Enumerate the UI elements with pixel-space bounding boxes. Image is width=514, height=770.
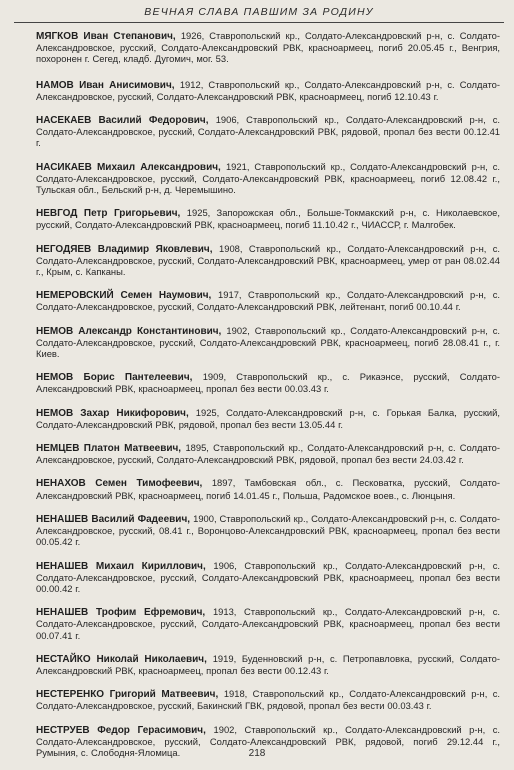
entry-5 xyxy=(36,243,500,278)
entry-details: 1912, Ставропольский кр., Солдато-Александровский р-н, с. Солдато-Александровское, русский, Солдато-Александровский РВК, красноармеец, погиб 12.10.43 г. xyxy=(36,78,501,102)
entry-name: НАСЕКАЕВ Василий Федорович, xyxy=(36,115,216,127)
entry-details: 1921, Ставропольский кр., Солдато-Александровский р-н, с. Солдато-Александровское, русский, Солдато-Александровский РВК, красноармеец, погиб 12.08.42 г., Тульская обл., Бельский р-н, д. Черемышино. xyxy=(36,160,500,196)
entry-10 xyxy=(36,442,500,465)
entry-name: НЕМОВ Захар Никифорович, xyxy=(36,407,196,419)
entry-details: 1906, Ставропольский кр., Солдато-Александровский р-н, с. Солдато-Александровское, русский, Солдато-Александровский РВК, красноармеец, пропал без вести 00.00.42 г. xyxy=(36,559,500,594)
entry-details: 1897, Тамбовская обл., с. Песковатка, русский, Солдато-Александровский РВК, красноармеец, погиб 14.01.45 г., Польша, Радомское воев., с. Люнцыня. xyxy=(36,477,500,501)
entry-details: 1925, Солдато-Александровский р-н, с. Горькая Балка, русский, Солдато-Александровский РВК, рядовой, пропал без вести 13.05.44 г. xyxy=(36,406,500,430)
running-header-title: ВЕЧНАЯ СЛАВА ПАВШИМ ЗА РОДИНУ xyxy=(144,6,374,18)
entry-name: НЕВГОД Петр Григорьевич, xyxy=(36,208,187,220)
entry-name: НЕНАШЕВ Трофим Ефремович, xyxy=(36,607,213,619)
entry-4 xyxy=(36,207,500,230)
entry-2 xyxy=(36,114,500,149)
entry-name: НАСИКАЕВ Михаил Александрович, xyxy=(36,161,226,173)
entry-1 xyxy=(36,79,500,102)
entry-7 xyxy=(36,325,500,360)
entry-name: НЕМЦЕВ Платон Матвеевич, xyxy=(36,443,186,455)
entry-details: 1926, Ставропольский кр., Солдато-Александровский р-н, с. Солдато-Александровское, русский, Солдато-Александровский РВК, красноармеец, погиб 20.05.45 г., Венгрия, похоронен г. Сегед, кладб. Дугомич, мог. 53. xyxy=(36,30,501,65)
entry-name: НЕСТЕРЕНКО Григорий Матвеевич, xyxy=(36,689,224,701)
entry-name: НЕСТАЙКО Николай Николаевич, xyxy=(36,653,213,665)
entry-6 xyxy=(36,289,500,312)
entry-name: НЕГОДЯЕВ Владимир Яковлевич, xyxy=(36,243,220,255)
entry-name: НАМОВ Иван Анисимович, xyxy=(36,79,180,91)
entry-details: 1913, Ставропольский кр., Солдато-Александровский р-н, с. Солдато-Александровское, русский, Солдато-Александровский РВК, красноармеец, пропал без вести 00.07.41 г. xyxy=(36,606,500,641)
entry-3 xyxy=(36,161,500,196)
entry-name: НЕМОВ Александр Константинович, xyxy=(36,325,227,337)
entry-details: 1902, Ставропольский кр., Солдато-Александровский р-н, с. Солдато-Александровское, русский, Солдато-Александровский РВК, красноармеец, погиб 28.08.41 г., г. Киев. xyxy=(36,324,500,360)
entry-details: 1895, Ставропольский кр., Солдато-Александровский р-н, с. Солдато-Александровское, русский, Солдато-Александровский РВК, рядовой, пропал без вести 24.03.42 г. xyxy=(36,442,500,466)
entry-15 xyxy=(36,653,500,676)
entry-details: 1908, Ставропольский кр., Солдато-Александровский р-н, с. Солдато-Александровское, русский, Солдато-Александровский РВК, красноармеец, умер от ран 08.02.44 г., Крым, с. Капканы. xyxy=(36,242,500,278)
entry-details: 1919, Буденновский р-н, с. Петропавловка, русский, Солдато-Александровский РВК, красноармеец, пропал без вести 00.12.43 г. xyxy=(36,652,500,676)
running-header xyxy=(14,4,504,23)
entries-list xyxy=(36,30,500,770)
entry-11 xyxy=(36,477,500,500)
entry-name: НЕСТРУЕВ Федор Герасимович, xyxy=(36,724,214,736)
entry-0 xyxy=(36,30,500,65)
entry-name: МЯГКОВ Иван Степанович, xyxy=(36,31,181,42)
entry-details: 1917, Ставропольский кр., Солдато-Александровский р-н, с. Солдато-Александровское, русский, Солдато-Александровский РВК, лейтенант, погиб 00.10.44 г. xyxy=(36,289,500,313)
entry-details: 1918, Ставропольский кр., Солдато-Александровский р-н, с. Солдато-Александровское, русский, Бакинский ГВК, рядовой, пропал без вести 00.03.43 г. xyxy=(36,688,500,712)
page-number: 218 xyxy=(248,748,266,759)
entry-name: НЕМЕРОВСКИЙ Семен Наумович, xyxy=(36,290,219,302)
entry-16 xyxy=(36,688,500,711)
entry-details: 1925, Запорожская обл., Больше-Токмакский р-н, с. Николаевское, русский, Солдато-Александровский РВК, красноармеец, погиб 11.10.42 г., ЧИАССР, г. Малгобек. xyxy=(36,207,500,231)
entry-name: НЕНАШЕВ Михаил Кириллович, xyxy=(36,560,214,572)
entry-name: НЕМОВ Борис Пантелеевич, xyxy=(36,372,203,384)
entry-details: 1906, Ставропольский кр., Солдато-Александровский р-н, с. Солдато-Александровское, русский, Солдато-Александровский РВК, рядовой, пропал без вести 00.12.41 г. xyxy=(36,114,500,149)
entry-details: 1900, Ставропольский кр., Солдато-Александровский р-н, с. Солдато-Александровское, русский, 08.41 г., Воронцово-Александровский РВК, красноармеец, пропал без вести 00.05.42 г. xyxy=(36,512,500,548)
entry-9 xyxy=(36,407,500,430)
entry-details: 1909, Ставропольский кр., с. Рикаэнсе, русский, Солдато-Александровский РВК, красноармеец, пропал без вести 00.03.43 г. xyxy=(36,371,500,395)
entry-14 xyxy=(36,606,500,641)
entry-name: НЕНАШЕВ Василий Фадеевич, xyxy=(36,513,194,525)
entry-8 xyxy=(36,371,500,394)
entry-12 xyxy=(36,513,500,548)
entry-13 xyxy=(36,560,500,595)
entry-details: 1902, Ставропольский кр., Солдато-Александровский р-н, с. Солдато-Александровское, русский, Солдато-Александровский РВК, рядовой, погиб 29.12.44 г., Румыния, с. Слободня-Яломица. xyxy=(36,723,500,758)
entry-name: НЕНАХОВ Семен Тимофеевич, xyxy=(36,478,212,490)
